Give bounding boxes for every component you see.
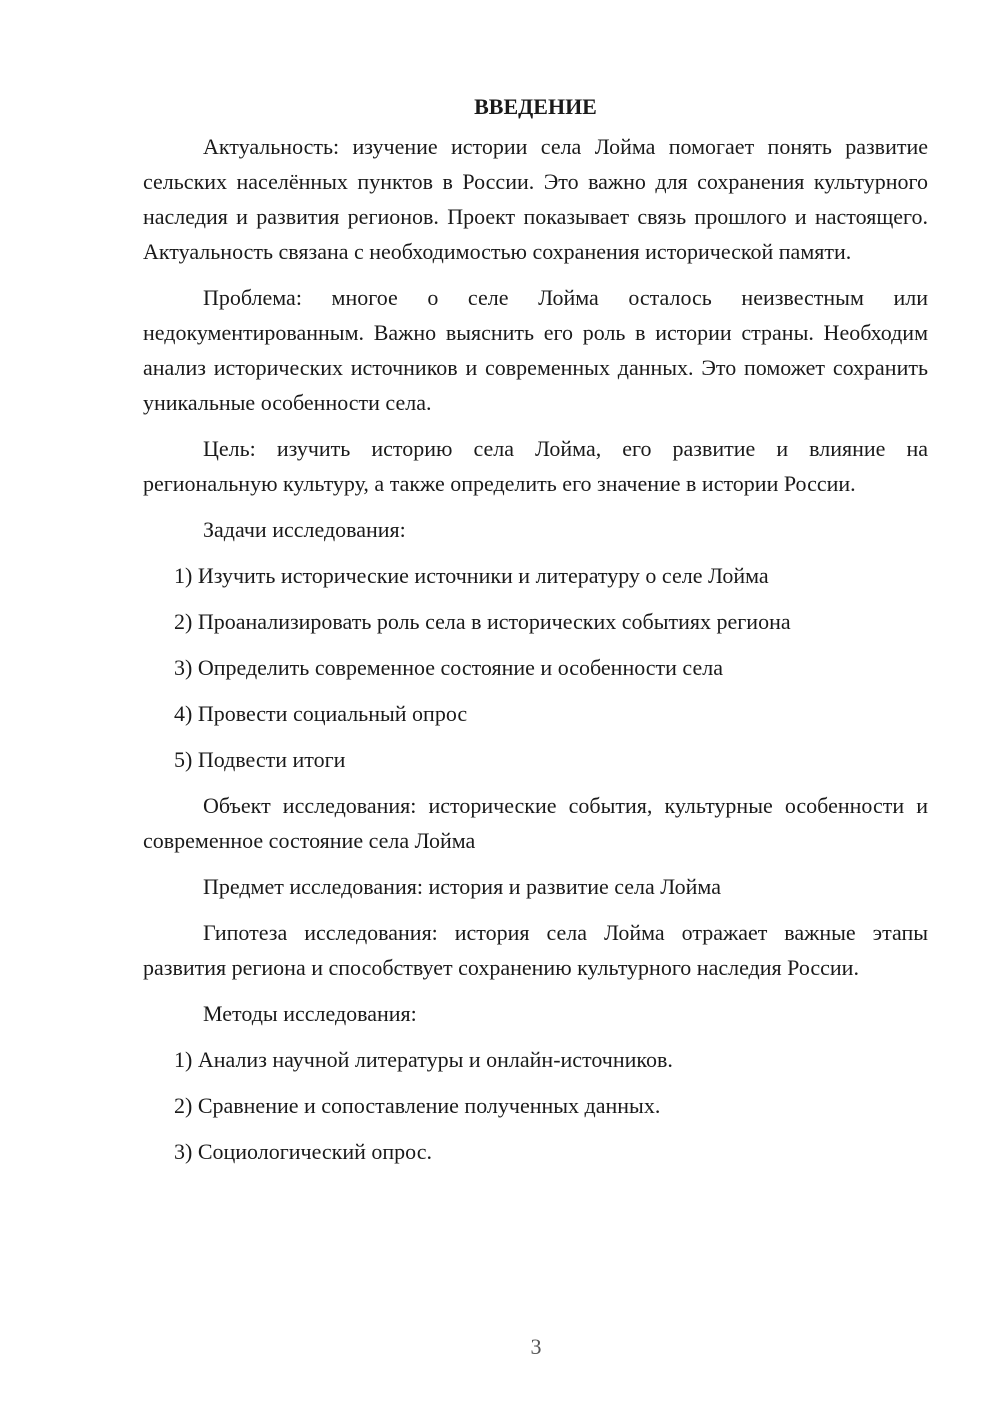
object-paragraph: Объект исследования: исторические события, культурные особенности и современное состояние села Лойма [143, 793, 928, 853]
method-item: 2) Сравнение и сопоставление полученных данных. [174, 1093, 661, 1118]
relevance-paragraph: Актуальность: изучение истории села Лойма помогает понять развитие сельских населённых пунктов в России. Это важно для сохранения культурного наследия и развития регионов. Проект показывает связь прошлого и настоящего. Актуальность связана с необходимостью сохранения исторической памяти. [143, 134, 928, 264]
subject-paragraph: Предмет исследования: история и развитие села Лойма [203, 874, 721, 899]
method-item: 1) Анализ научной литературы и онлайн-источников. [174, 1047, 673, 1072]
task-item: 5) Подвести итоги [174, 747, 346, 772]
document-page [143, 92, 928, 1180]
method-item: 3) Социологический опрос. [174, 1139, 432, 1164]
task-item: 4) Провести социальный опрос [174, 701, 468, 726]
task-item: 2) Проанализировать роль села в исторических событиях региона [174, 609, 791, 634]
task-item: 1) Изучить исторические источники и литературу о селе Лойма [174, 563, 769, 588]
section-heading: ВВЕДЕНИЕ [474, 94, 597, 119]
hypothesis-paragraph: Гипотеза исследования: история села Лойма отражает важные этапы развития региона и способствует сохранению культурного наследия России. [143, 920, 928, 980]
problem-paragraph: Проблема: многое о селе Лойма осталось неизвестным или недокументированным. Важно выяснить его роль в истории страны. Необходим анализ исторических источников и современных данных. Это поможет сохранить уникальные особенности села. [143, 285, 928, 415]
page-number: 3 [530, 1334, 542, 1359]
task-item: 3) Определить современное состояние и особенности села [174, 655, 723, 680]
methods-title: Методы исследования: [203, 1001, 417, 1026]
tasks-title: Задачи исследования: [203, 517, 406, 542]
goal-paragraph: Цель: изучить историю села Лойма, его развитие и влияние на региональную культуру, а также определить его значение в истории России. [143, 436, 928, 496]
